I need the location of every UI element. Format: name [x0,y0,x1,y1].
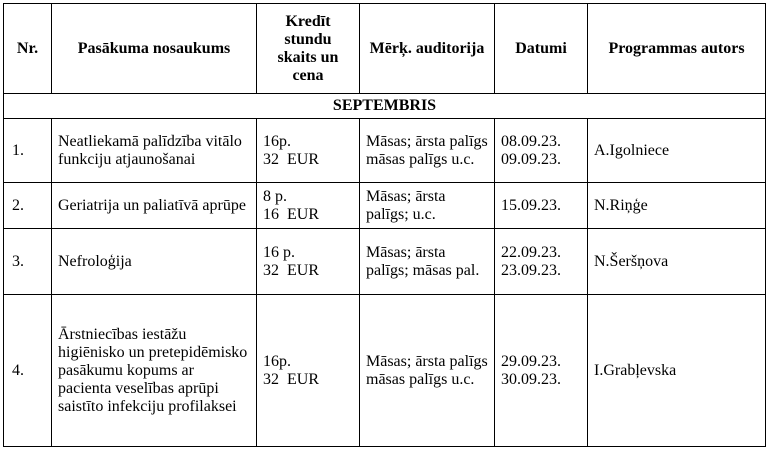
event-audience: Māsas; ārsta palīgs; u.c. [360,183,495,229]
table-row [4,119,766,183]
event-author: I.Grabļevska [588,295,766,447]
events-table [3,3,766,447]
row-number: 2. [4,183,52,229]
row-number: 1. [4,119,52,183]
header-credits: Kredīt stundu skaits un cena [257,4,360,94]
event-dates: 15.09.23. [495,183,588,229]
row-number: 4. [4,295,52,447]
header-nr: Nr. [4,4,52,94]
header-audience: Mērķ. auditorija [360,4,495,94]
event-name: Neatliekamā palīdzība vitālo funkciju atjaunošanai [52,119,257,183]
event-credits: 16 p. 32 EUR [257,229,360,295]
header-dates: Datumi [495,4,588,94]
table-row [4,229,766,295]
row-number: 3. [4,229,52,295]
event-author: N.Riņģe [588,183,766,229]
event-dates: 08.09.23. 09.09.23. [495,119,588,183]
event-author: N.Šeršņova [588,229,766,295]
event-audience: Māsas; ārsta palīgs; māsas pal. [360,229,495,295]
event-credits: 8 p. 16 EUR [257,183,360,229]
event-name: Ārstniecības iestāžu higiēnisko un pretepidēmisko pasākumu kopums ar pacienta veselības aprūpi saistīto infekciju profilaksei [52,295,257,447]
header-row [4,4,766,94]
header-name: Pasākuma nosaukums [52,4,257,94]
table-row [4,183,766,229]
event-audience: Māsas; ārsta palīgs māsas palīgs u.c. [360,119,495,183]
event-author: A.Igolniece [588,119,766,183]
event-name: Geriatrija un paliatīvā aprūpe [52,183,257,229]
table-row [4,295,766,447]
section-row [4,94,766,119]
header-author: Programmas autors [588,4,766,94]
event-credits: 16p. 32 EUR [257,295,360,447]
event-audience: Māsas; ārsta palīgs māsas palīgs u.c. [360,295,495,447]
event-name: Nefroloģija [52,229,257,295]
event-credits: 16p. 32 EUR [257,119,360,183]
event-dates: 22.09.23. 23.09.23. [495,229,588,295]
section-title: SEPTEMBRIS [4,94,766,119]
event-dates: 29.09.23. 30.09.23. [495,295,588,447]
